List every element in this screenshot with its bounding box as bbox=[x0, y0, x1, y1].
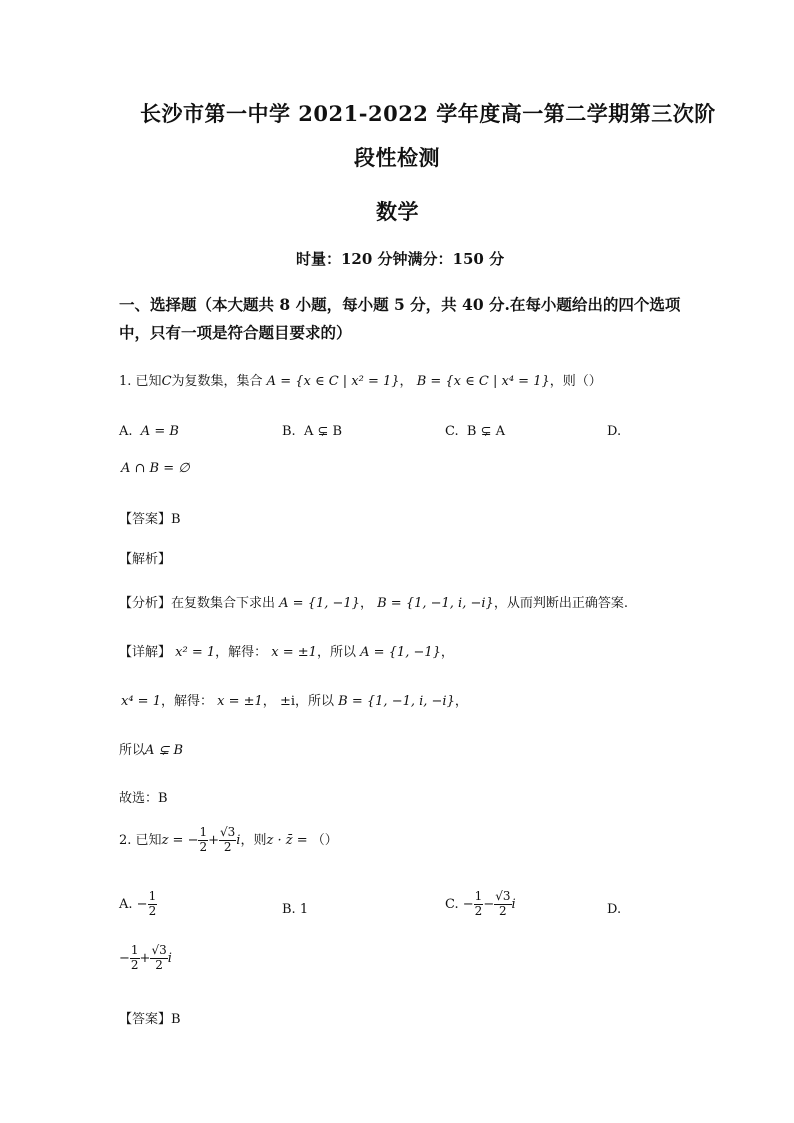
q1-detail-text-2b: ， bbox=[262, 694, 276, 709]
q2-option-a bbox=[119, 890, 157, 919]
q1-fenxi-sep: ， bbox=[359, 596, 373, 611]
q2-option-d-den-2: 2 bbox=[155, 957, 163, 972]
q1-option-b-label: B. bbox=[282, 424, 296, 439]
q1-option-a-label: A. bbox=[119, 424, 133, 439]
q2-option-c-i: i bbox=[511, 896, 516, 912]
q1-detail-set-2: B = {1, −1, i, −i} bbox=[338, 694, 455, 709]
q1-conclusion-text: 所以 bbox=[119, 743, 146, 758]
q1-detail-end-1: ， bbox=[440, 645, 454, 660]
q1-fenxi-set-a: A = {1, −1} bbox=[279, 596, 360, 611]
q2-option-a-frac bbox=[148, 890, 158, 919]
q2-frac-half-den: 2 bbox=[199, 839, 208, 854]
q2-option-c-num-2: √3 bbox=[495, 889, 511, 903]
title-line-2: 段性检测 bbox=[354, 145, 440, 170]
q2-z-eq: z = − bbox=[161, 832, 199, 848]
q2-stem-end: （） bbox=[311, 832, 338, 848]
q2-option-a-den: 2 bbox=[148, 903, 157, 918]
q1-detail-text-2c: ，所以 bbox=[295, 694, 335, 709]
q1-option-c bbox=[445, 424, 505, 439]
q2-option-d-plus: + bbox=[139, 950, 151, 966]
section-heading-line-1: 一、选择题（本大题共 8 小题，每小题 5 分，共 40 分.在每小题给出的四个选项 bbox=[119, 295, 681, 314]
q2-plus: + bbox=[208, 832, 220, 848]
q1-detail-text-1a: ，解得： bbox=[215, 645, 268, 660]
q2-frac-half-num: 1 bbox=[199, 825, 208, 839]
q2-option-d-num-2: √3 bbox=[151, 943, 167, 957]
q2-option-d-frac-1 bbox=[130, 944, 140, 973]
q2-option-d-label: D. bbox=[607, 902, 622, 917]
q1-number: 1. bbox=[119, 374, 132, 389]
q2-option-d-i: i bbox=[167, 950, 172, 966]
q2-option-c-sign: − bbox=[462, 896, 474, 912]
title-line-1: 长沙市第一中学 2021-2022 学年度高一第二学期第三次阶 bbox=[140, 101, 716, 126]
q2-option-c-num-1: 1 bbox=[474, 889, 483, 903]
q1-option-a-math: A = B bbox=[140, 424, 179, 439]
q2-frac-sqrt3-den: 2 bbox=[223, 839, 232, 854]
q2-number: 2. bbox=[119, 832, 132, 848]
q2-option-a-sign: − bbox=[136, 896, 148, 912]
q1-complex-set-symbol: C bbox=[161, 374, 172, 389]
q2-option-c-minus: − bbox=[483, 896, 495, 912]
q2-i: i bbox=[236, 832, 241, 848]
q2-option-d-num-1: 1 bbox=[130, 943, 139, 957]
q1-fenxi bbox=[119, 592, 628, 611]
q1-sep: ， bbox=[399, 374, 413, 389]
q2-option-c-den-2: 2 bbox=[499, 903, 507, 918]
q2-frac-sqrt3 bbox=[219, 826, 236, 855]
q1-option-d-math: A ∩ B = ∅ bbox=[121, 461, 190, 476]
q1-conclusion bbox=[119, 739, 183, 758]
q2-option-c-label: C. bbox=[445, 896, 459, 912]
q1-choose: 故选：B bbox=[119, 791, 168, 806]
q1-stem-text-a: 已知 bbox=[135, 374, 162, 389]
q2-answer: 【答案】B bbox=[119, 1012, 181, 1027]
q1-option-b bbox=[282, 424, 342, 439]
q1-detail-sol-1: x = ±1 bbox=[271, 645, 317, 660]
q1-option-a bbox=[119, 424, 179, 439]
q1-detail-text-2a: ，解得： bbox=[160, 694, 213, 709]
q2-option-d-frac-2 bbox=[150, 944, 167, 973]
q2-option-c-frac-2 bbox=[494, 890, 511, 919]
q1-option-d-label: D. bbox=[607, 424, 622, 439]
q1-detail-text-1b: ，所以 bbox=[316, 645, 356, 660]
q2-option-b-label: B. bbox=[282, 902, 296, 917]
q2-option-b-value: 1 bbox=[299, 902, 309, 917]
q1-set-a: A = {x ∈ C | x² = 1} bbox=[266, 374, 400, 389]
q2-option-b bbox=[282, 902, 308, 917]
q1-fenxi-set-b: B = {1, −1, i, −i} bbox=[377, 596, 494, 611]
q1-detail-line-2 bbox=[121, 690, 468, 709]
time-info: 时量：120 分钟满分：150 分 bbox=[296, 250, 505, 268]
q2-option-c-den-1: 2 bbox=[474, 903, 483, 918]
q1-detail-eq-2: x⁴ = 1 bbox=[121, 694, 161, 709]
q1-fenxi-text: 【分析】在复数集合下求出 bbox=[119, 596, 276, 611]
q2-option-d-sign: − bbox=[119, 950, 130, 966]
q1-detail-end-2: ， bbox=[454, 694, 468, 709]
q1-fenxi-end: ，从而判断出正确答案. bbox=[493, 596, 628, 611]
q1-detail-sol-2: x = ±1 bbox=[217, 694, 263, 709]
q1-set-b: B = {x ∈ C | x⁴ = 1} bbox=[416, 374, 550, 389]
q2-stem bbox=[119, 826, 338, 855]
q2-option-a-num: 1 bbox=[148, 889, 157, 903]
q1-conclusion-math: A ⊊ B bbox=[145, 743, 184, 758]
q2-frac-half bbox=[198, 826, 208, 855]
q1-option-c-label: C. bbox=[445, 424, 459, 439]
q2-option-c-frac-1 bbox=[474, 890, 484, 919]
q1-option-b-math: A ⊊ B bbox=[303, 424, 343, 439]
q1-detail-pm-i: ±i bbox=[279, 694, 296, 709]
q2-frac-sqrt3-num: √3 bbox=[220, 825, 236, 839]
q1-detail-set-1: A = {1, −1} bbox=[360, 645, 441, 660]
q2-option-d-math bbox=[119, 944, 172, 973]
q1-detail-line-1 bbox=[119, 641, 454, 660]
q1-stem bbox=[119, 370, 602, 389]
q1-jiexi: 【解析】 bbox=[119, 552, 172, 567]
section-heading-line-2: 中，只有一项是符合题目要求的） bbox=[119, 323, 352, 342]
q2-option-a-label: A. bbox=[119, 896, 133, 912]
q1-detail-eq-1: x² = 1 bbox=[175, 645, 216, 660]
q1-option-c-math: B ⊊ A bbox=[466, 424, 505, 439]
q2-zz: z · z̄ = bbox=[266, 832, 308, 848]
q1-stem-end: ，则（） bbox=[549, 374, 602, 389]
q2-option-d-den-1: 2 bbox=[130, 957, 139, 972]
q2-option-c bbox=[445, 890, 516, 919]
q1-answer: 【答案】B bbox=[119, 512, 181, 527]
q2-stem-text-b: ，则 bbox=[240, 832, 267, 848]
q2-stem-text-a: 已知 bbox=[135, 832, 162, 848]
subject-title: 数学 bbox=[376, 199, 419, 224]
q1-stem-text-b: 为复数集，集合 bbox=[171, 374, 263, 389]
q1-detail-label: 【详解】 bbox=[119, 645, 172, 660]
